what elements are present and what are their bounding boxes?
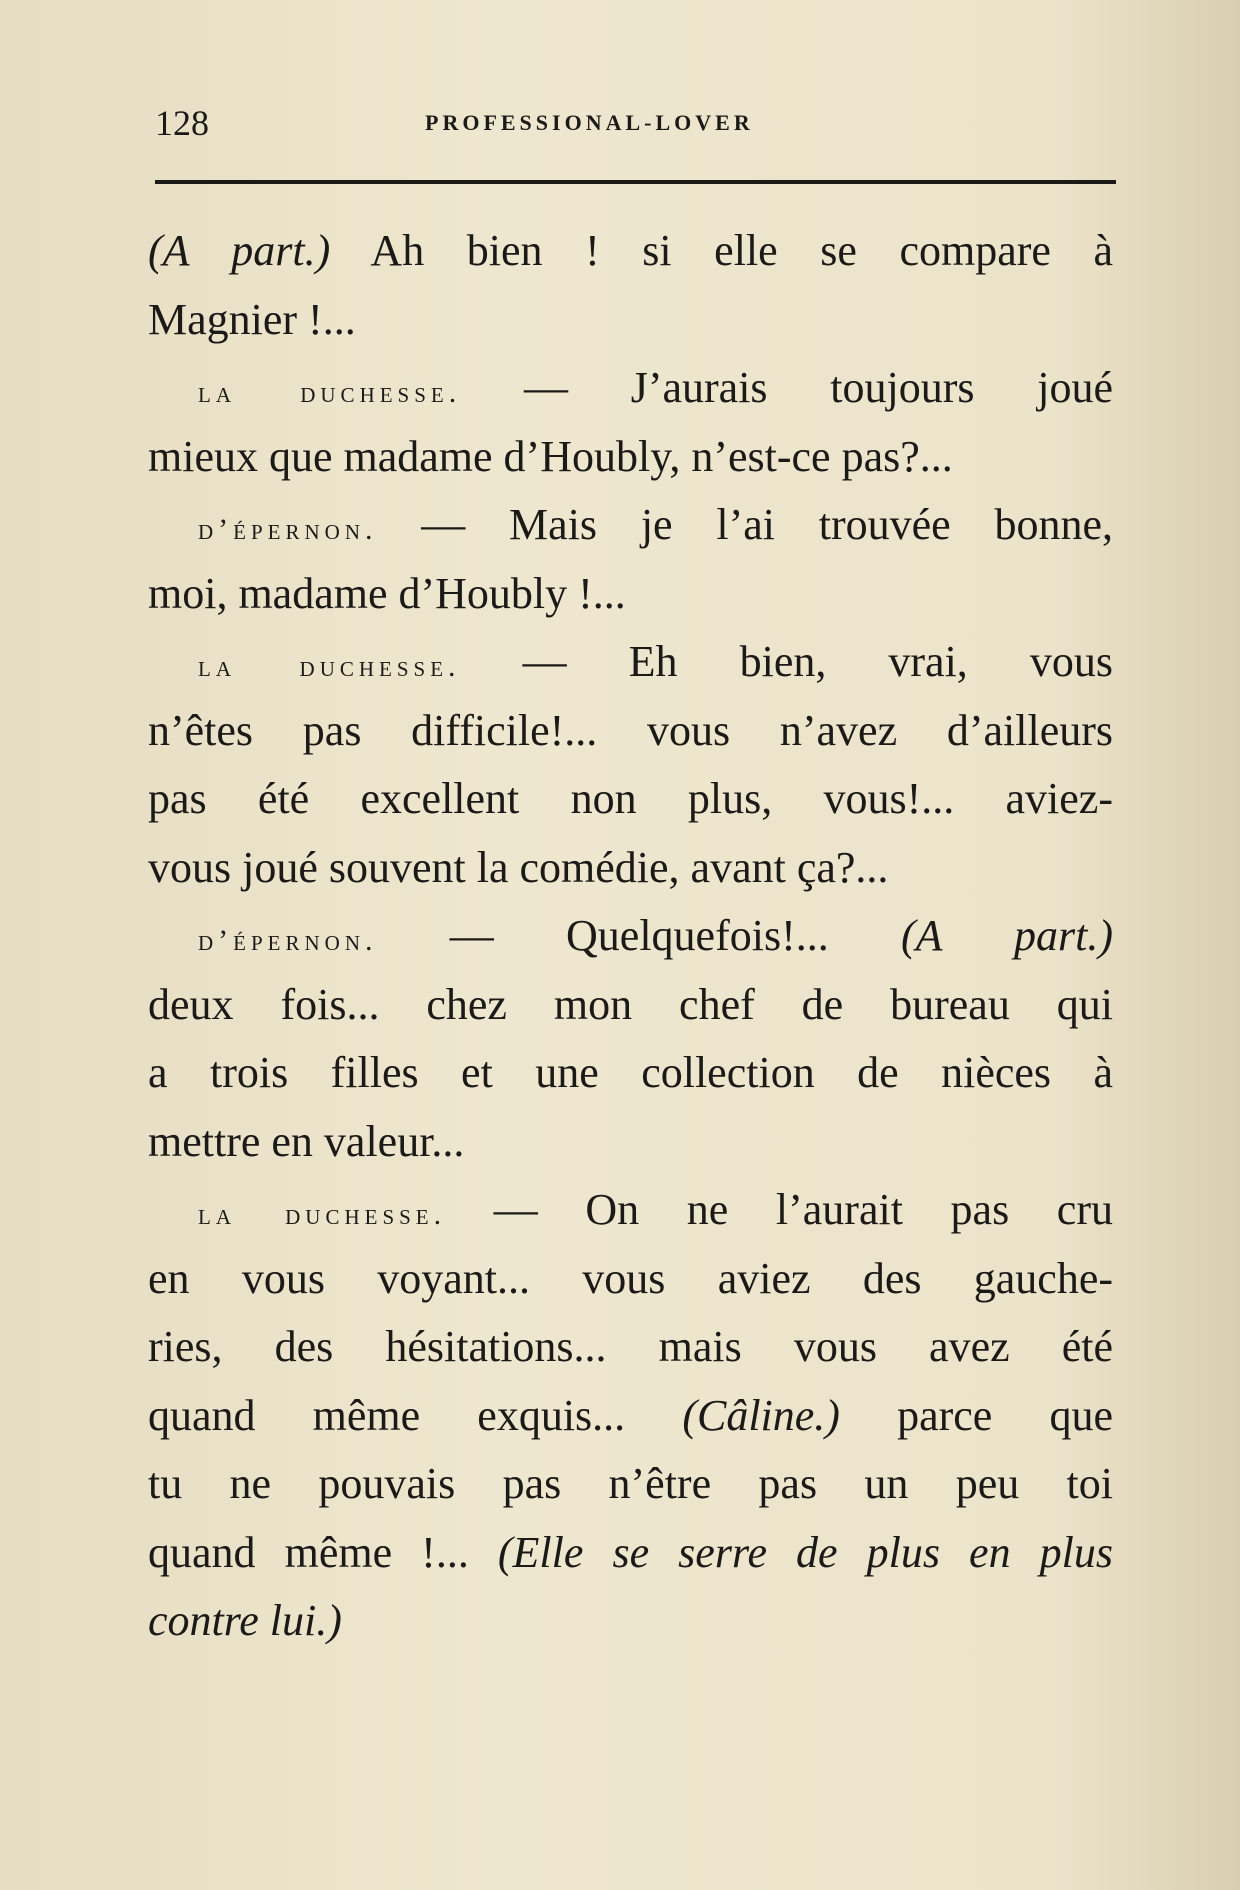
text-line [148, 1313, 1113, 1382]
dialogue-text: Ah bien ! si elle se compare à [330, 226, 1113, 275]
text-line [148, 628, 1113, 697]
stage-direction: (A part.) [148, 226, 331, 275]
dialogue-text: n’êtes pas difficile!... vous n’avez d’ailleurs [148, 705, 1113, 755]
text-line [148, 1039, 1113, 1108]
dialogue-text: — Quelquefois!... [377, 911, 901, 960]
speaker-name: d’épernon. [198, 924, 378, 957]
text-line [148, 1108, 1113, 1177]
text-line [148, 423, 1113, 492]
stage-direction: (Elle se serre de plus en plus [497, 1527, 1113, 1577]
dialogue-text: — Mais je l’ai trouvée bonne, [377, 500, 1113, 549]
page-number: 128 [155, 103, 209, 143]
text-line [148, 765, 1113, 834]
speaker-name: d’épernon. [198, 513, 378, 546]
dialogue-text: a trois filles et une collection de nièces à [148, 1048, 1113, 1097]
body-text [148, 217, 1113, 1656]
text-line [148, 1587, 1113, 1656]
dialogue-text: — Eh bien, vrai, vous [460, 637, 1113, 686]
dialogue-text: mieux que madame d’Houbly, n’est-ce pas?... [148, 431, 953, 481]
text-line [148, 902, 1113, 971]
stage-direction: (Câline.) [682, 1390, 840, 1440]
speaker-name: la duchesse. [198, 376, 462, 409]
text-line [148, 560, 1113, 629]
stage-direction: (A part.) [901, 911, 1113, 960]
text-line [148, 1176, 1113, 1245]
dialogue-text: — J’aurais toujours joué [461, 363, 1113, 412]
speaker-name: la duchesse. [198, 1198, 447, 1231]
text-line [148, 491, 1113, 560]
dialogue-text: en vous voyant... vous aviez des gauche- [148, 1253, 1113, 1303]
speaker-name: la duchesse. [198, 650, 461, 683]
dialogue-text: quand même !... [148, 1527, 498, 1577]
text-line [148, 1382, 1113, 1451]
dialogue-text: vous joué souvent la comédie, avant ça?... [148, 842, 889, 892]
text-line [148, 1519, 1113, 1588]
text-line [148, 1450, 1113, 1519]
text-line [148, 286, 1113, 355]
stage-direction: contre lui.) [148, 1596, 342, 1645]
dialogue-text: — On ne l’aurait pas cru [446, 1185, 1113, 1234]
running-title: PROFESSIONAL-LOVER [425, 110, 754, 135]
dialogue-text: quand même exquis... [148, 1390, 683, 1440]
text-line [148, 834, 1113, 903]
text-line [148, 971, 1113, 1040]
dialogue-text: mettre en valeur... [148, 1116, 465, 1166]
dialogue-text: parce que [839, 1390, 1113, 1440]
dialogue-text: deux fois... chez mon chef de bureau qui [148, 979, 1113, 1029]
text-line [148, 217, 1113, 286]
dialogue-text: ries, des hésitations... mais vous avez été [148, 1322, 1113, 1371]
dialogue-text: moi, madame d’Houbly !... [148, 568, 626, 618]
dialogue-text: pas été excellent non plus, vous!... aviez- [148, 774, 1113, 823]
text-line [148, 1245, 1113, 1314]
running-head [155, 102, 1116, 152]
header-rule [155, 180, 1116, 184]
dialogue-text: Magnier !... [148, 294, 356, 344]
dialogue-text: tu ne pouvais pas n’être pas un peu toi [148, 1459, 1113, 1508]
text-line [148, 354, 1113, 423]
text-line [148, 697, 1113, 766]
